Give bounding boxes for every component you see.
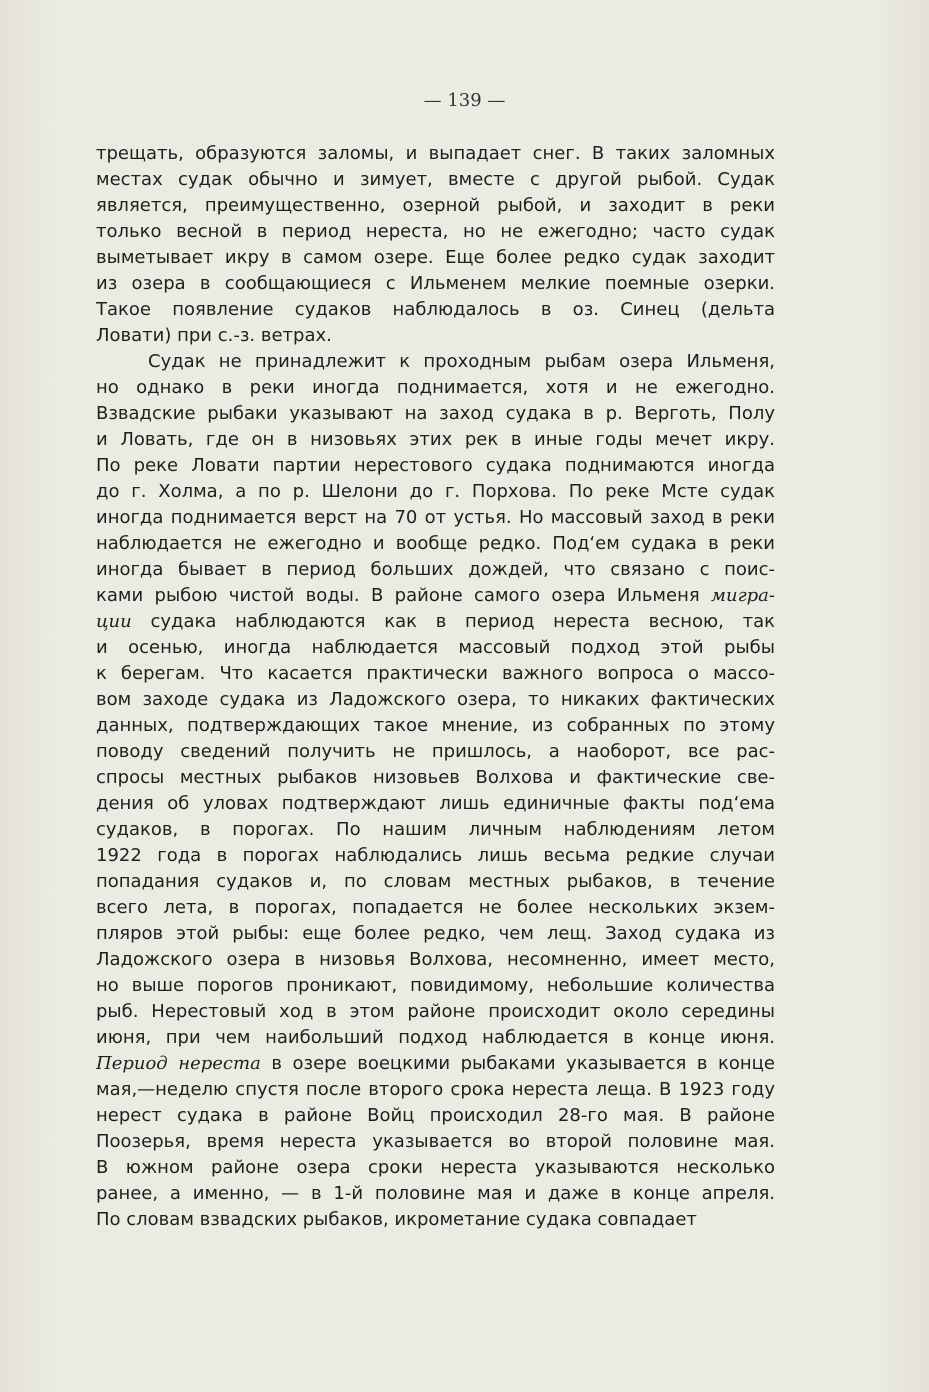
text-line — [96, 1181, 775, 1207]
text-line — [96, 375, 775, 401]
text-line — [96, 1077, 775, 1103]
text-line — [96, 635, 775, 661]
line-text: иногда поднимается верст на 70 от устья. Но массовый заход в реки — [96, 507, 775, 528]
line-text: и осенью, иногда наблюдается массовый подход этой рыбы — [96, 637, 775, 658]
line-text: трещать, образуются заломы, и выпадает снег. В таких заломных — [96, 143, 775, 164]
text-line — [96, 869, 775, 895]
line-text: По реке Ловати партии нерестового судака поднимаются иногда — [96, 455, 775, 476]
text-line — [96, 505, 775, 531]
text-line — [96, 999, 775, 1025]
text-line — [96, 1155, 775, 1181]
italic-term: Период нереста — [96, 1053, 261, 1074]
text-line — [96, 1207, 775, 1233]
line-text: 1922 года в порогах наблюдались лишь весьма редкие случаи — [96, 845, 775, 866]
line-text: попадания судаков и, по словам местных рыбаков, в течение — [96, 871, 775, 892]
text-line — [96, 349, 775, 375]
line-text: вом заходе судака из Ладожского озера, то никаких фактических — [96, 689, 775, 710]
text-line — [96, 1129, 775, 1155]
line-text: пляров этой рыбы: еще более редко, чем лещ. Заход судака из — [96, 923, 775, 944]
text-body — [96, 141, 775, 1233]
line-text: Поозерья, время нереста указывается во второй половине мая. — [96, 1131, 775, 1152]
text-line — [96, 973, 775, 999]
text-line — [96, 193, 775, 219]
line-text: дения об уловах подтверждают лишь единичные факты под‘ема — [96, 793, 775, 814]
italic-term: мигра- — [711, 585, 775, 606]
text-line — [96, 661, 775, 687]
text-line — [96, 479, 775, 505]
text-line — [96, 1025, 775, 1051]
line-text: поводу сведений получить не пришлось, а наоборот, все рас- — [96, 741, 775, 762]
line-text: Ладожского озера в низовья Волхова, несомненно, имеет место, — [96, 949, 775, 970]
line-text: но выше порогов проникают, повидимому, небольшие количества — [96, 975, 775, 996]
line-text: до г. Холма, а по р. Шелони до г. Порхова. По реке Мсте судак — [96, 481, 775, 502]
line-text: всего лета, в порогах, попадается не более нескольких экзем- — [96, 897, 775, 918]
line-text: к берегам. Что касается практически важного вопроса о массо- — [96, 663, 775, 684]
line-text: нерест судака в районе Войц происходил 28-го мая. В районе — [96, 1105, 775, 1126]
text-line — [96, 921, 775, 947]
line-text: Судак не принадлежит к проходным рыбам озера Ильменя, — [148, 351, 775, 372]
line-text: Взвадские рыбаки указывают на заход судака в р. Верготь, Полу — [96, 403, 775, 424]
text-line — [96, 167, 775, 193]
text-line — [96, 141, 775, 167]
line-text: Ловати) при с.-з. ветрах. — [96, 325, 332, 346]
text-line — [96, 609, 775, 635]
line-text: иногда бывает в период больших дождей, что связано с поис- — [96, 559, 775, 580]
text-line — [96, 739, 775, 765]
line-text: рыб. Нерестовый ход в этом районе происходит около середины — [96, 1001, 775, 1022]
text-line — [96, 765, 775, 791]
line-text: В южном районе озера сроки нереста указываются несколько — [96, 1157, 775, 1178]
line-text: ками рыбою чистой воды. В районе самого озера Ильменя — [96, 585, 712, 606]
line-text: но однако в реки иногда поднимается, хотя и не ежегодно. — [96, 377, 775, 398]
line-text: судака наблюдаются как в период нереста весною, так — [150, 611, 775, 632]
text-line — [96, 219, 775, 245]
text-line — [96, 713, 775, 739]
text-line — [96, 271, 775, 297]
text-line — [96, 583, 775, 609]
line-text: является, преимущественно, озерной рыбой, и заходит в реки — [96, 195, 775, 216]
text-line — [96, 947, 775, 973]
line-text: выметывает икру в самом озере. Еще более редко судак заходит — [96, 247, 775, 268]
text-line — [96, 687, 775, 713]
text-line — [96, 817, 775, 843]
line-text: судаков, в порогах. По нашим личным наблюдениям летом — [96, 819, 775, 840]
text-line — [96, 791, 775, 817]
text-line — [96, 557, 775, 583]
line-text: наблюдается не ежегодно и вообще редко. Под‘ем судака в реки — [96, 533, 775, 554]
text-line — [96, 453, 775, 479]
text-line — [96, 1051, 775, 1077]
text-line — [96, 843, 775, 869]
line-text: местах судак обычно и зимует, вместе с другой рыбой. Судак — [96, 169, 775, 190]
line-text: мая,—неделю спустя после второго срока нереста леща. В 1923 году — [96, 1079, 775, 1100]
line-text: данных, подтверждающих такое мнение, из собранных по этому — [96, 715, 775, 736]
italic-term: ции — [96, 611, 132, 632]
text-line — [96, 323, 775, 349]
line-text: Такое появление судаков наблюдалось в оз. Синец (дельта — [96, 299, 775, 320]
page-number: — 139 — — [423, 90, 506, 111]
text-line — [96, 297, 775, 323]
line-text: ранее, а именно, — в 1-й половине мая и даже в конце апреля. — [96, 1183, 775, 1204]
text-line — [96, 1103, 775, 1129]
text-line — [96, 531, 775, 557]
line-text: и Ловать, где он в низовьях этих рек в иные годы мечет икру. — [96, 429, 775, 450]
line-text: в озере воецкими рыбаками указывается в конце — [271, 1053, 775, 1074]
text-line — [96, 895, 775, 921]
line-text: июня, при чем наибольший подход наблюдается в конце июня. — [96, 1027, 775, 1048]
line-text: По словам взвадских рыбаков, икрометание судака совпадает — [96, 1209, 697, 1230]
text-line — [96, 427, 775, 453]
line-text: из озера в сообщающиеся с Ильменем мелкие поемные озерки. — [96, 273, 775, 294]
line-text: только весной в период нереста, но не ежегодно; часто судак — [96, 221, 775, 242]
line-text: спросы местных рыбаков низовьев Волхова и фактические све- — [96, 767, 775, 788]
text-line — [96, 401, 775, 427]
text-line — [96, 245, 775, 271]
